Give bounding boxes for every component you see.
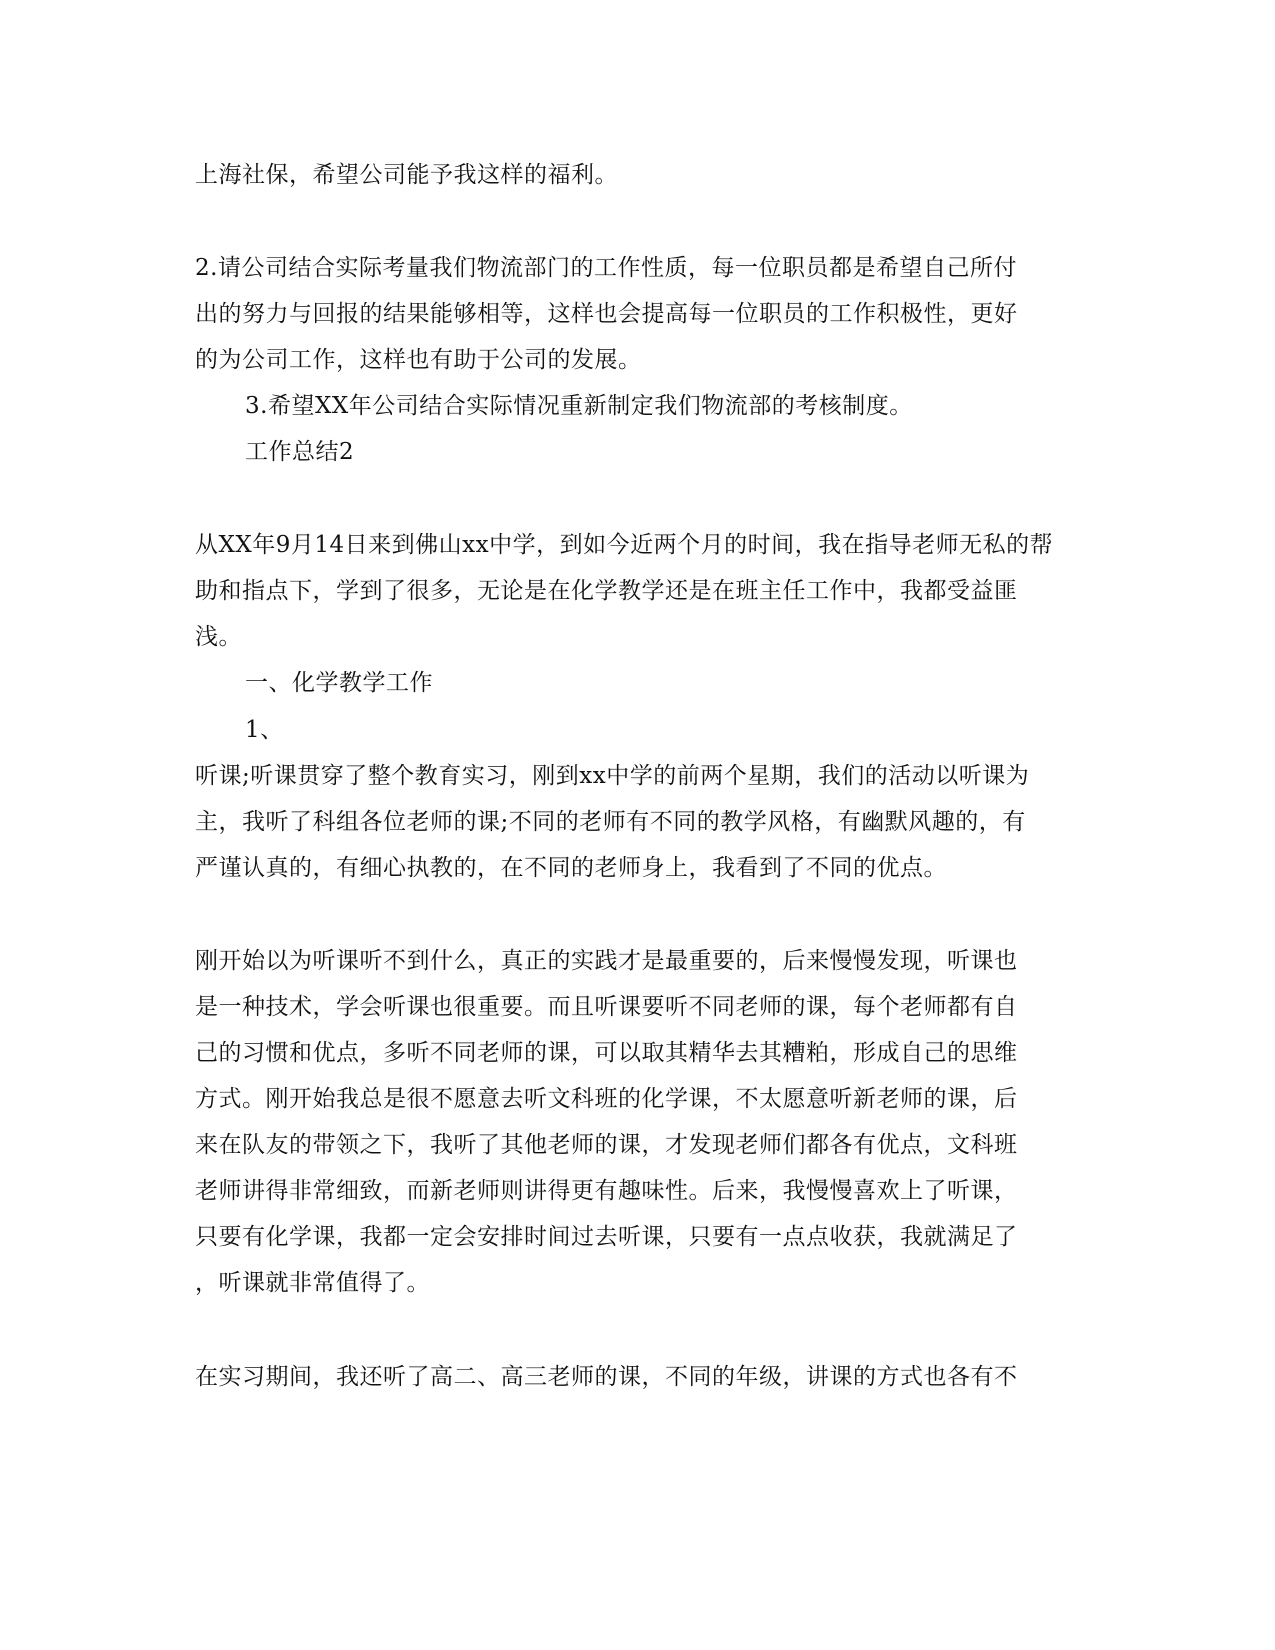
text-line: 3.希望XX年公司结合实际情况重新制定我们物流部的考核制度。 [245, 393, 913, 419]
text-line: 在实习期间，我还听了高二、高三老师的课，不同的年级，讲课的方式也各有不 [195, 1364, 1018, 1390]
text-line: 老师讲得非常细致，而新老师则讲得更有趣味性。后来，我慢慢喜欢上了听课， [195, 1178, 1018, 1204]
text-line: 严谨认真的，有细心执教的，在不同的老师身上，我看到了不同的优点。 [195, 855, 947, 881]
text-line: 主，我听了科组各位老师的课;不同的老师有不同的教学风格，有幽默风趣的，有 [195, 809, 1026, 835]
text-line: 来在队友的带领之下，我听了其他老师的课，才发现老师们都各有优点，文科班 [195, 1132, 1018, 1158]
list-number: 1、 [245, 717, 284, 743]
text-line: 从XX年9月14日来到佛山xx中学，到如今近两个月的时间，我在指导老师无私的帮 [195, 532, 1054, 558]
text-line: 出的努力与回报的结果能够相等，这样也会提高每一位职员的工作积极性，更好 [195, 301, 1018, 327]
text-line: 只要有化学课，我都一定会安排时间过去听课，只要有一点点收获，我就满足了 [195, 1224, 1018, 1250]
subsection-heading: 一、化学教学工作 [245, 670, 433, 696]
text-line: 己的习惯和优点，多听不同老师的课，可以取其精华去其糟粕，形成自己的思维 [195, 1040, 1018, 1066]
section-heading: 工作总结2 [245, 439, 355, 465]
text-line: 助和指点下，学到了很多，无论是在化学教学还是在班主任工作中，我都受益匪 [195, 578, 1018, 604]
text-line: 听课;听课贯穿了整个教育实习，刚到xx中学的前两个星期，我们的活动以听课为 [195, 763, 1030, 789]
text-line: 是一种技术，学会听课也很重要。而且听课要听不同老师的课，每个老师都有自 [195, 994, 1018, 1020]
text-line: 2.请公司结合实际考量我们物流部门的工作性质，每一位职员都是希望自己所付 [195, 255, 1017, 281]
text-line: 刚开始以为听课听不到什么，真正的实践才是最重要的，后来慢慢发现，听课也 [195, 948, 1018, 974]
text-line: ，听课就非常值得了。 [195, 1270, 430, 1296]
text-line: 浅。 [195, 624, 242, 650]
text-line: 的为公司工作，这样也有助于公司的发展。 [195, 347, 642, 373]
text-line: 上海社保，希望公司能予我这样的福利。 [195, 162, 618, 188]
text-line: 方式。刚开始我总是很不愿意去听文科班的化学课，不太愿意听新老师的课，后 [195, 1086, 1018, 1112]
